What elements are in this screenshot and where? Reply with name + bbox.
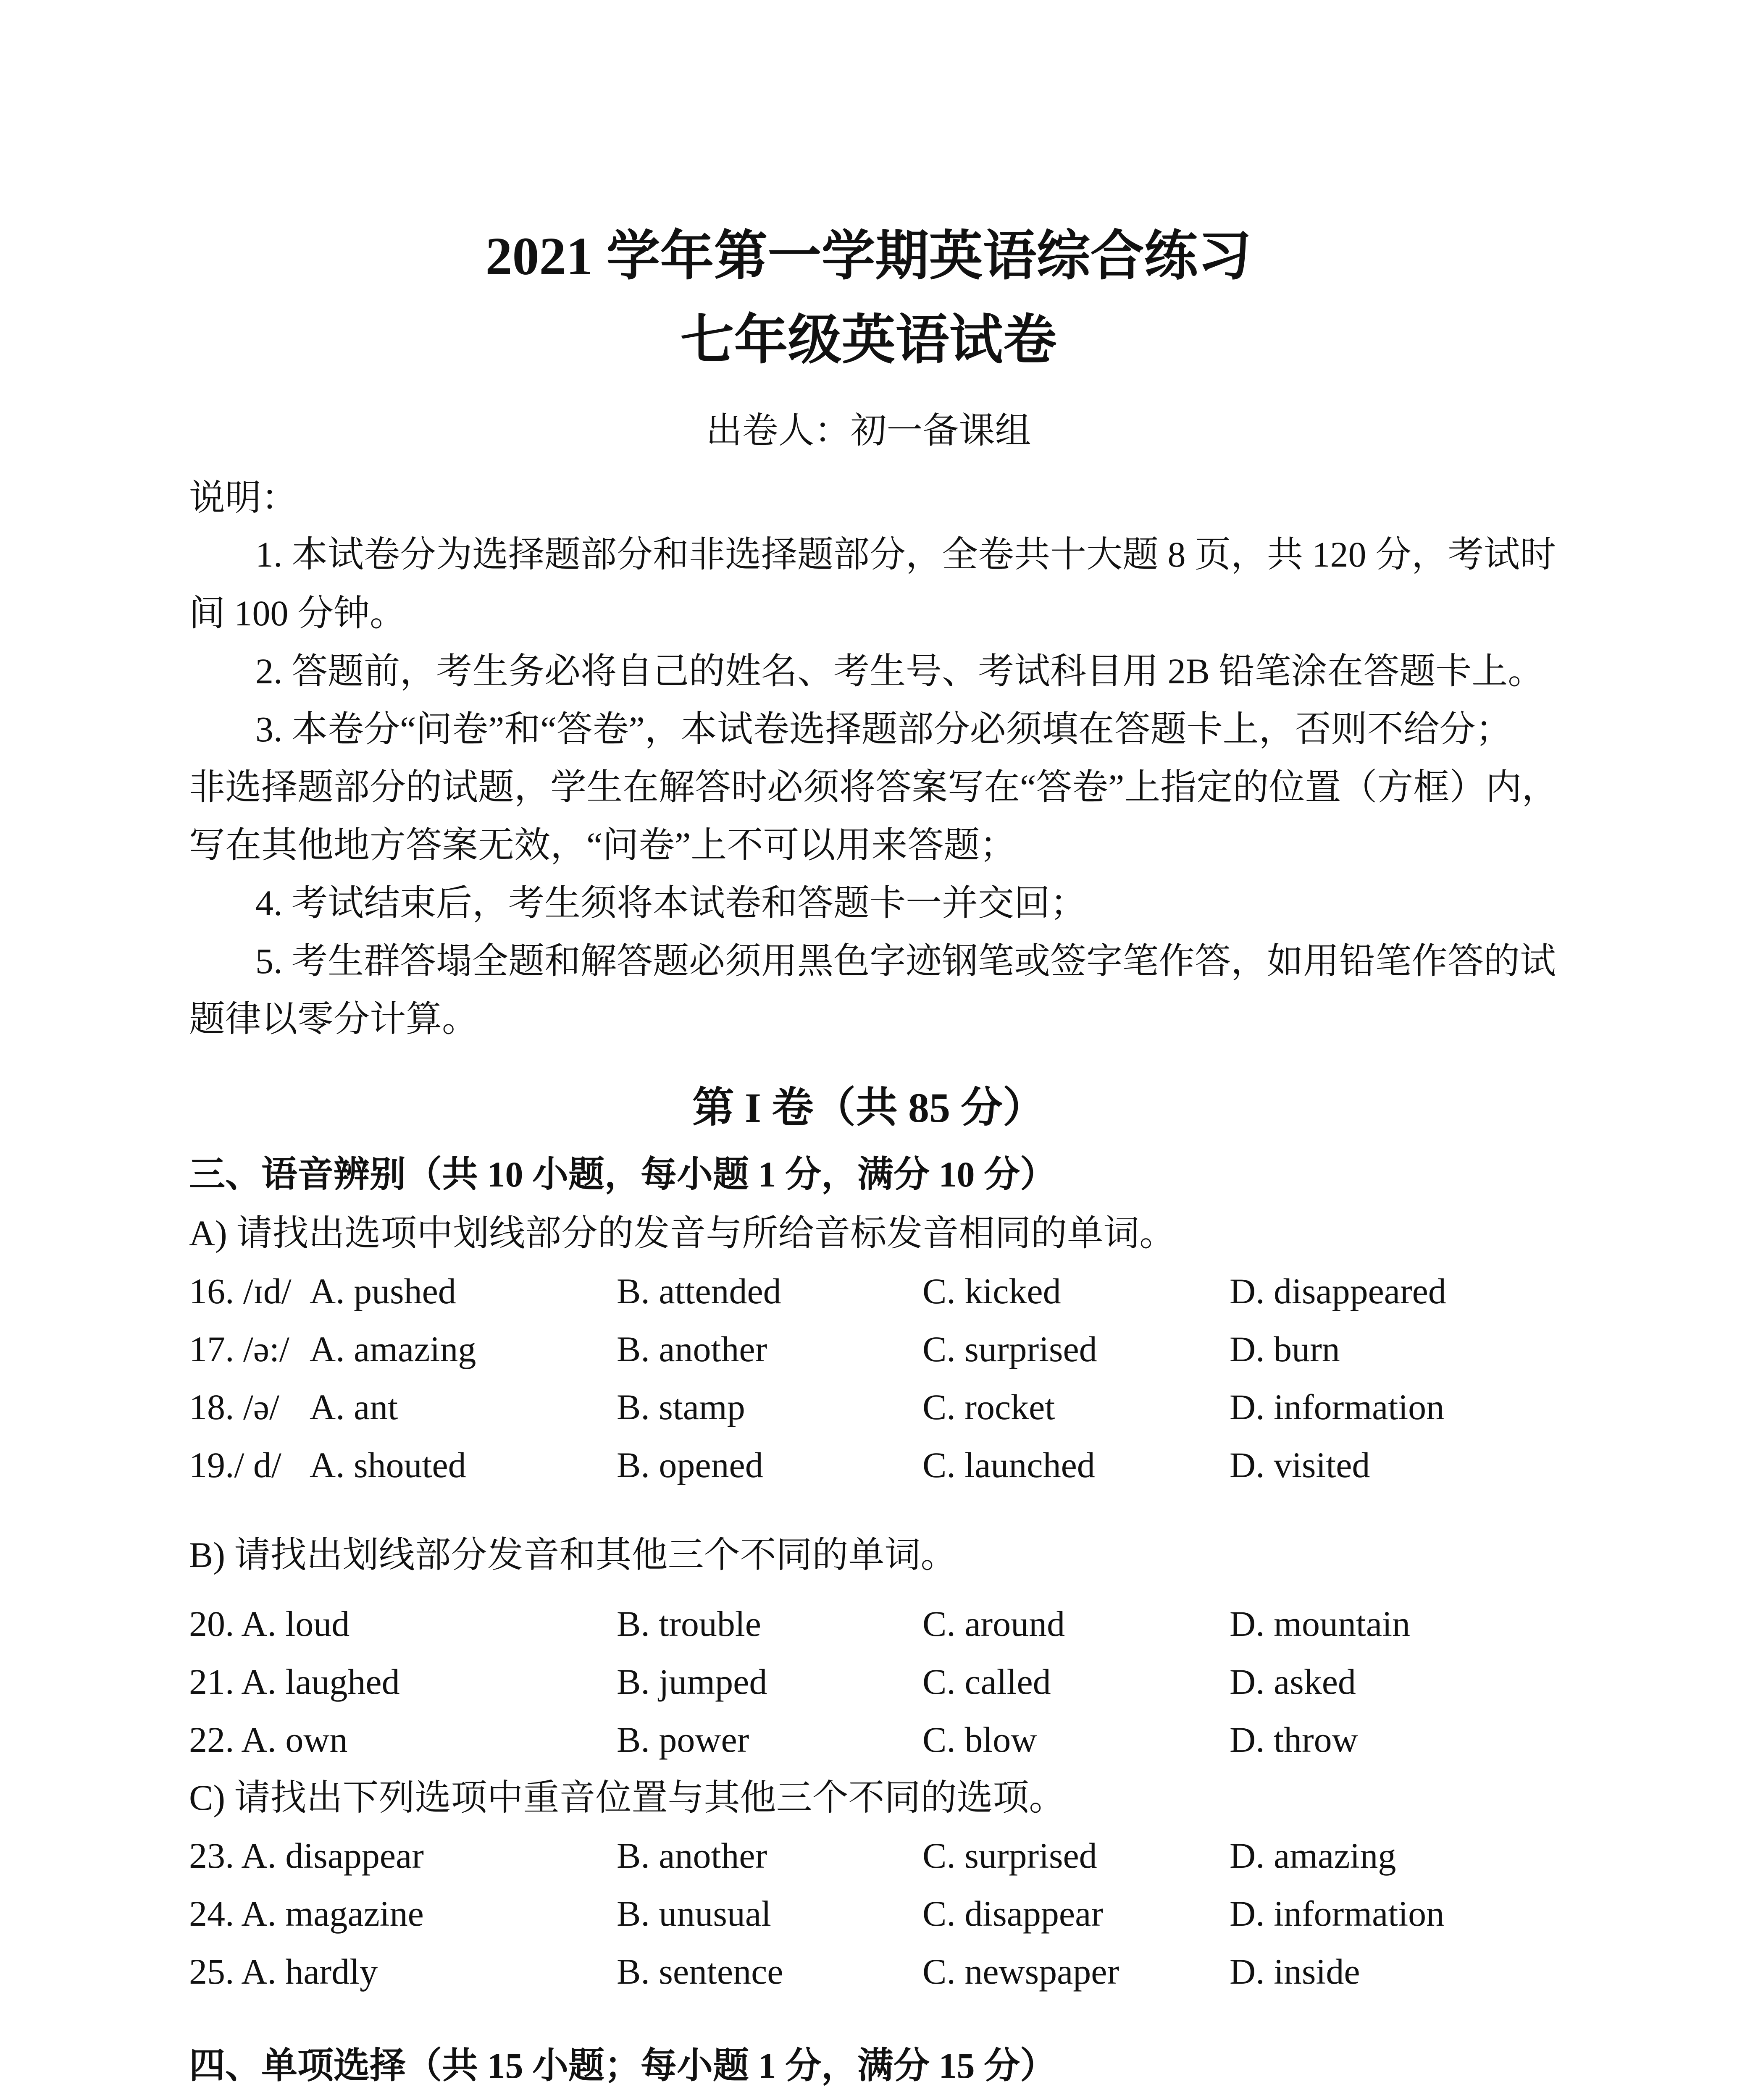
section4-title: 四、单项选择（共 15 小题；每小题 1 分，满分 15 分）: [189, 2045, 1056, 2086]
question-row: [189, 1328, 1558, 1370]
instruction-3c: 写在其他地方答案无效，“问卷”上不可以用来答题；: [189, 825, 1016, 865]
option-b: B. stamp: [617, 1387, 745, 1427]
option-b: B. trouble: [617, 1604, 761, 1644]
option-b: B. jumped: [617, 1662, 767, 1702]
option-d: D. disappeared: [1230, 1271, 1446, 1311]
option-b: B. attended: [617, 1271, 781, 1311]
question-row: [189, 1270, 1558, 1312]
instructions-label: 说明：: [189, 478, 297, 518]
question-number-option-a: 21. A. laughed: [189, 1662, 400, 1702]
option-d: D. information: [1230, 1387, 1445, 1427]
option-a: A. ant: [310, 1387, 398, 1427]
option-c: C. disappear: [922, 1893, 1103, 1934]
question-row: [189, 1603, 1558, 1645]
question-number-option-a: 20. A. loud: [189, 1604, 350, 1644]
option-d: D. asked: [1230, 1662, 1356, 1702]
instruction-1a: 1. 本试卷分为选择题部分和非选择题部分，全卷共十大题 8 页，共 120 分，考试时: [255, 534, 1556, 575]
option-d: D. amazing: [1230, 1835, 1396, 1876]
option-d: D. inside: [1230, 1951, 1360, 1992]
option-d: D. burn: [1230, 1329, 1340, 1369]
instruction-3a: 3. 本卷分“问卷”和“答卷”，本试卷选择题部分必须填在答题卡上，否则不给分；: [255, 709, 1512, 749]
question-number-option-a: 25. A. hardly: [189, 1951, 378, 1992]
option-c: C. launched: [922, 1445, 1095, 1485]
option-c: C. called: [922, 1662, 1051, 1702]
option-d: D. mountain: [1230, 1604, 1410, 1644]
option-c: C. newspaper: [922, 1951, 1119, 1992]
question-number: 16. /ɪd/: [189, 1271, 292, 1311]
question-number: 19./ d/: [189, 1445, 281, 1485]
question-number-option-a: 22. A. own: [189, 1719, 348, 1760]
option-b: B. power: [617, 1719, 749, 1760]
instruction-5a: 5. 考生群答塌全题和解答题必须用黑色字迹钢笔或签字笔作答，如用铅笔作答的试: [255, 941, 1556, 981]
section3-partB-instruction: B) 请找出划线部分发音和其他三个不同的单词。: [189, 1535, 957, 1575]
section3-title: 三、语音辨别（共 10 小题，每小题 1 分，满分 10 分）: [189, 1154, 1056, 1194]
section3-partA-instruction: A) 请找出选项中划线部分的发音与所给音标发音相同的单词。: [189, 1213, 1176, 1253]
instruction-4: 4. 考试结束后，考生须将本试卷和答题卡一并交回；: [255, 883, 1086, 923]
part1-title: 第 I 卷（共 85 分）: [692, 1084, 1045, 1131]
option-c: C. kicked: [922, 1271, 1061, 1311]
option-b: B. another: [617, 1835, 767, 1876]
question-row: [189, 1835, 1558, 1877]
exam-title: 2021 学年第一学期英语综合练习: [485, 226, 1252, 286]
question-number-option-a: 23. A. disappear: [189, 1835, 424, 1876]
option-d: D. information: [1230, 1893, 1445, 1934]
option-b: B. sentence: [617, 1951, 783, 1992]
instruction-3b: 非选择题部分的试题，学生在解答时必须将答案写在“答卷”上指定的位置（方框）内，: [189, 767, 1558, 807]
instruction-2: 2. 答题前，考生务必将自己的姓名、考生号、考试科目用 2B 铅笔涂在答题卡上。: [255, 651, 1544, 691]
question-row: [189, 1719, 1558, 1761]
section3-partC-instruction: C) 请找出下列选项中重音位置与其他三个不同的选项。: [189, 1777, 1065, 1818]
option-c: C. blow: [922, 1719, 1037, 1760]
question-row: [189, 1893, 1558, 1935]
question-row: [189, 1386, 1558, 1428]
option-b: B. another: [617, 1329, 767, 1369]
option-b: B. unusual: [617, 1893, 771, 1934]
instruction-5b: 题律以零分计算。: [189, 999, 478, 1039]
question-number: 18. /ə/: [189, 1387, 279, 1427]
option-d: D. visited: [1230, 1445, 1370, 1485]
option-c: C. around: [922, 1604, 1065, 1644]
option-c: C. surprised: [922, 1329, 1097, 1369]
option-c: C. rocket: [922, 1387, 1055, 1427]
question-row: [189, 1661, 1558, 1703]
option-a: A. shouted: [310, 1445, 466, 1485]
question-row: [189, 1444, 1558, 1486]
question-number-option-a: 24. A. magazine: [189, 1893, 424, 1934]
option-a: A. pushed: [310, 1271, 456, 1311]
option-d: D. throw: [1230, 1719, 1358, 1760]
instruction-1b: 间 100 分钟。: [189, 593, 406, 633]
option-a: A. amazing: [310, 1329, 476, 1369]
exam-subtitle: 七年级英语试卷: [680, 310, 1057, 370]
question-number: 17. /ə:/: [189, 1329, 289, 1369]
option-b: B. opened: [617, 1445, 763, 1485]
author-line: 出卷人：初一备课组: [706, 410, 1031, 451]
option-c: C. surprised: [922, 1835, 1097, 1876]
question-row: [189, 1950, 1558, 1992]
